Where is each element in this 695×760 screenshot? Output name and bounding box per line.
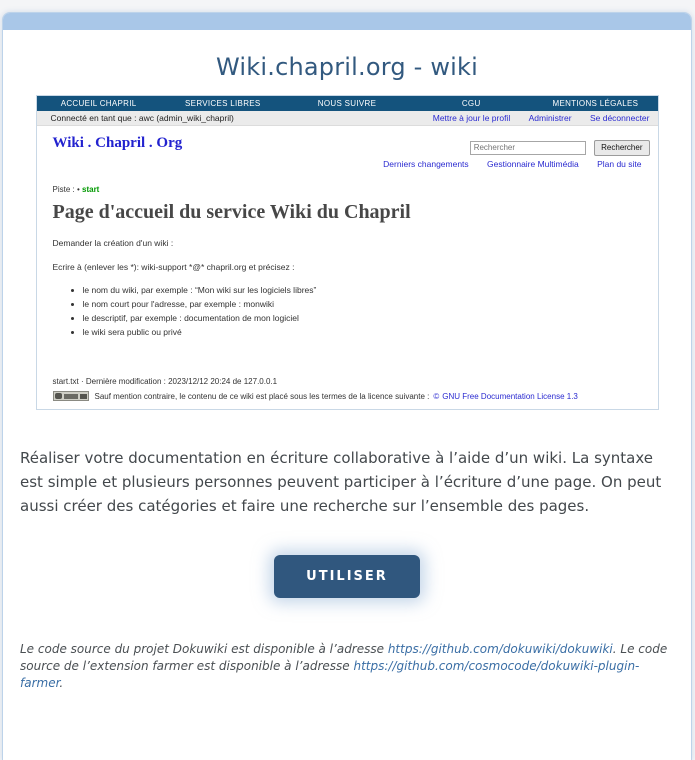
user-bar bbox=[37, 111, 658, 126]
nav-item-nous-suivre[interactable]: NOUS SUIVRE bbox=[317, 99, 377, 108]
wiki-toolbar-links bbox=[53, 159, 642, 169]
source-note-text: Le code source du projet Dokuwiki est disponible à l’adresse bbox=[20, 642, 388, 656]
sitemap-link[interactable]: Plan du site bbox=[597, 159, 642, 169]
badge-segment bbox=[55, 393, 63, 399]
wiki-logo[interactable]: Wiki . Chapril . Org bbox=[52, 135, 183, 151]
wiki-paragraph-2: Ecrire à (enlever les *): wiki-support *@* chapril.org et précisez : bbox=[52, 262, 295, 272]
page-title: Wiki.chapril.org - wiki bbox=[216, 53, 478, 81]
search-button[interactable]: Rechercher bbox=[594, 140, 649, 156]
search-zone bbox=[470, 137, 650, 156]
breadcrumb bbox=[53, 185, 642, 194]
use-button[interactable]: UTILISER bbox=[274, 555, 420, 598]
list-item: • le nom court pour l'adresse, par exemple : monwiki bbox=[83, 299, 642, 309]
copyright-icon: © bbox=[433, 391, 440, 401]
source-note bbox=[20, 641, 673, 692]
page-meta: start.txt · Dernière modification : 2023/12/12 20:24 de 127.0.0.1 bbox=[52, 377, 278, 386]
source-note-text: . bbox=[59, 676, 64, 690]
breadcrumb-label: Piste : bbox=[52, 185, 77, 194]
nav-item-cgu[interactable]: CGU bbox=[461, 99, 481, 108]
nav-item-mentions-legales[interactable]: MENTIONS LÉGALES bbox=[552, 99, 639, 108]
license-badge-icon[interactable] bbox=[53, 391, 89, 401]
dokuwiki-source-link[interactable]: https://github.com/dokuwiki/dokuwiki bbox=[387, 642, 613, 656]
media-manager-link[interactable]: Gestionnaire Multimédia bbox=[487, 159, 579, 169]
list-item: • le wiki sera public ou privé bbox=[83, 327, 642, 337]
wiki-screenshot bbox=[36, 95, 659, 410]
logout-link[interactable]: Se déconnecter bbox=[589, 113, 650, 123]
license-row bbox=[53, 391, 642, 401]
nav-item-accueil-chapril[interactable]: ACCUEIL CHAPRIL bbox=[60, 99, 137, 108]
nav-item-services-libres[interactable]: SERVICES LIBRES bbox=[185, 99, 261, 108]
source-note-text: . Le code source de l’extension farmer est disponible à l’adresse bbox=[20, 642, 668, 673]
list-item: • le descriptif, par exemple : documentation de mon logiciel bbox=[83, 313, 642, 323]
button-row bbox=[3, 555, 691, 598]
wiki-paragraph-1: Demander la création d'un wiki : bbox=[52, 238, 174, 248]
wiki-bullet-list bbox=[83, 285, 642, 337]
breadcrumb-bullet: • bbox=[76, 185, 80, 194]
farmer-source-link[interactable]: https://github.com/cosmocode/dokuwiki-plugin-farmer bbox=[20, 659, 640, 690]
wiki-heading: Page d'accueil du service Wiki du Chapril bbox=[52, 201, 411, 223]
chapril-navbar bbox=[37, 96, 658, 111]
list-item: • le nom du wiki, par exemple : “Mon wiki sur les logiciels libres” bbox=[83, 285, 642, 295]
badge-segment bbox=[64, 394, 78, 399]
service-card bbox=[2, 12, 692, 760]
license-link[interactable]: GNU Free Documentation License 1.3 bbox=[442, 391, 578, 401]
recent-changes-link[interactable]: Derniers changements bbox=[383, 159, 469, 169]
wiki-page-body bbox=[37, 126, 658, 409]
license-text: Sauf mention contraire, le contenu de ce wiki est placé sous les termes de la licence suivante : bbox=[94, 391, 430, 401]
badge-segment bbox=[80, 394, 87, 399]
update-profile-link[interactable]: Mettre à jour le profil bbox=[432, 113, 511, 123]
service-description: Réaliser votre documentation en écriture collaborative à l’aide d’un wiki. La syntaxe est simple et plusieurs personnes peuvent participer à l’écriture d’une page. On peut aussi créer des catégories et faire une recherche sur l’ensemble des pages. bbox=[20, 449, 662, 515]
user-bar-links bbox=[417, 113, 650, 123]
breadcrumb-page-link[interactable]: start bbox=[82, 185, 100, 194]
search-input[interactable] bbox=[470, 141, 586, 155]
card-topbar bbox=[3, 13, 691, 30]
administer-link[interactable]: Administrer bbox=[528, 113, 572, 123]
login-status: Connecté en tant que : awc (admin_wiki_chapril) bbox=[50, 113, 234, 123]
